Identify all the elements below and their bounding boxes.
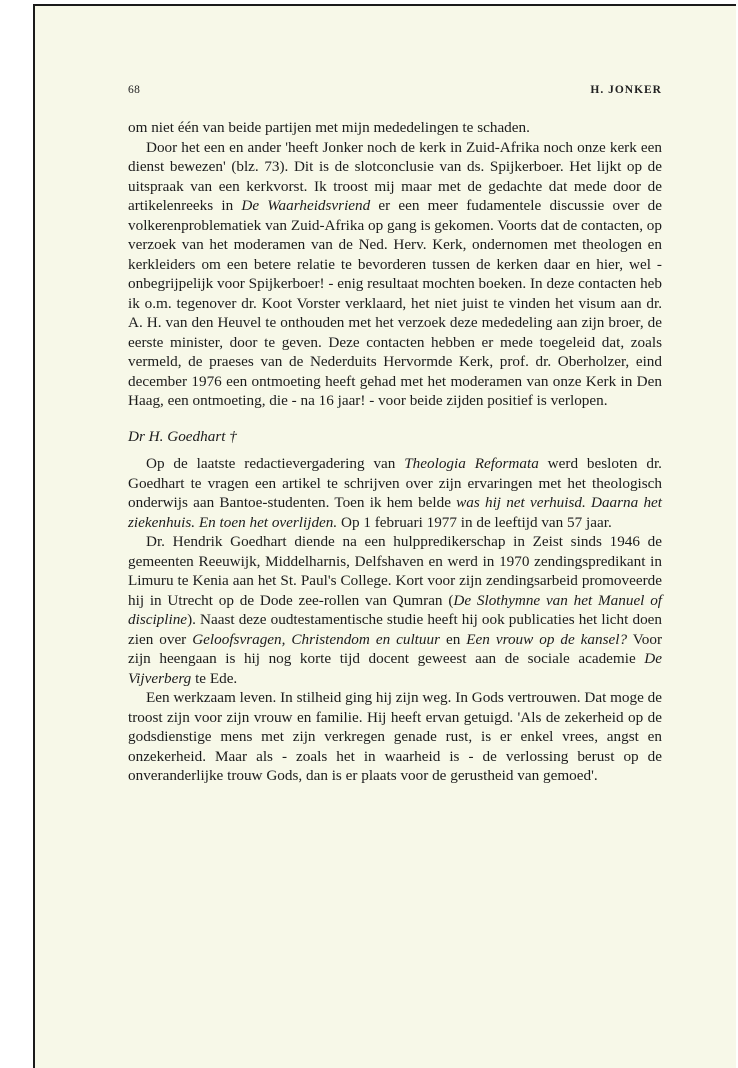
text-run: Voor zijn heengaan is hij nog korte tijd docent geweest aan de sociale academie [128,630,663,667]
paragraph-biografie [128,532,662,688]
section-heading: Dr H. Goedhart † [128,427,237,445]
text-run: Door het een en ander 'heeft Jonker noch de kerk in Zuid-Afrika noch onze kerk een dienst bewezen' (blz. 73). Dit is de slotconclusie van ds. Spijkerboer. Het lijkt op de uitspraak van een kerkvorst. Ik troost mij maar met de gedachte dat mede door de artikelenreeks in [128,138,662,214]
italic-title: De Slothymne van het Manuel of discipline [128,591,663,628]
page-number: 68 [128,84,141,96]
text-run: er een meer fudamentele discussie over de volkerenproblematiek van Zuid-Afrika op gang is gekomen. Voorts dat de contacten, op verzoek van het moderamen van de Ned. Herv. Kerk, ondernomen met theologen en kerkleiders om een betere relatie te bevorderen tussen de kerken daar en hier, wel - onbegrijpelijk voor Spijkerboer! - enig resultaat mochten boeken. In deze contacten heb ik o.m. tegenover dr. Koot Vorster verklaard, het niet juist te vinden het visum aan dr. A. H. van den Heuvel te onthouden met het verzoek deze mededeling aan zijn broer, de eerste minister, door te geven. Deze contacten hebben er mede toegeleid dat, zoals vermeld, de praeses van de Nederduits Hervormde Kerk, prof. dr. Oberholzer, eind december 1976 een ontmoeting heeft gehad met het moderamen van onze Kerk in Den Haag, een ontmoeting, die - na 16 jaar! - voor beide zijden positief is verlopen. [128,197,662,409]
text-run: ). Naast deze oudtestamentische studie heeft hij ook publicaties het licht doen zien over [128,611,662,648]
paragraph-slotconclusie [128,138,662,411]
italic-title: Een vrouw op de kansel? [466,630,628,648]
text-run: en [440,630,467,648]
paragraph-slot: Een werkzaam leven. In stilheid ging hij zijn weg. In Gods vertrouwen. Dat moge de troost zijn voor zijn vrouw en familie. Hij heeft ervan getuigd. 'Als de zekerheid op de godsdienstige mens met zijn verkregen genade rust, is er enkel vrees, angst en onzekerheid. Maar als - zoals het in waarheid is - de verlossing berust op de onveranderlijke trouw Gods, dan is er plaats voor de gerustheid van gemoed'. [128,689,662,784]
running-head: H. JONKER [590,84,662,96]
text-run: Op 1 februari 1977 in de leeftijd van 57 jaar. [337,513,612,531]
text-run: werd besloten dr. Goedhart te vragen een artikel te schrijven over zijn ervaringen met het theologisch onderwijs aan Bantoe-studenten. Toen ik hem belde [128,455,662,511]
italic-title: De Waarheidsvriend [241,197,371,214]
paragraph-redactie [128,454,662,532]
italic-title: De Vijverberg [128,650,662,687]
text-run: Op de laatste redactievergadering van [146,455,405,472]
italic-title: Theologia Reformata [404,455,539,472]
page-body [128,118,662,786]
paragraph-continuation: om niet één van beide partijen met mijn mededelingen te schaden. [128,119,530,136]
text-run: Dr. Hendrik Goedhart diende na een hulppredikerschap in Zeist sinds 1946 de gemeenten Reeuwijk, Middelharnis, Delfshaven en werd in 1970 zendingspredikant in Limuru te Kenia aan het St. Paul's College. Kort voor zijn zendingsarbeid promoveerde hij in Utrecht op de Dode zee-rollen van Qumran ( [128,533,662,609]
text-run: te Ede. [191,669,238,687]
italic-text: was hij net verhuisd. Daarna het ziekenhuis. En toen het overlijden. [128,494,662,531]
italic-title: Geloofsvragen, Christendom en cultuur [192,630,441,648]
